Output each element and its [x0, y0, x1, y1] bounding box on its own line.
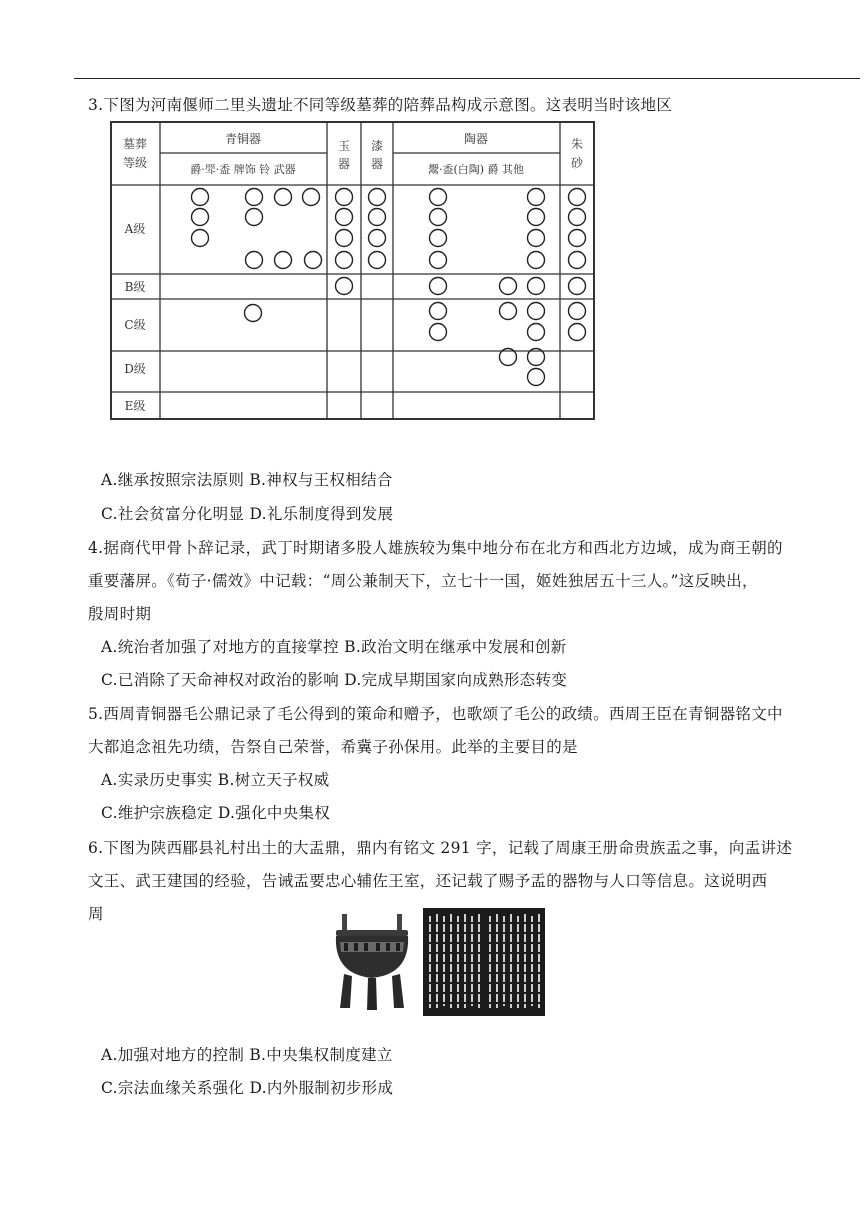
q5-options-2: C.维护宗族稳定 D.强化中央集权 — [101, 804, 331, 822]
q4-stem-1: 4.据商代甲骨卜辞记录，武丁时期诸多股人雄族较为集中地分布在北方和西北方边域，成为商王朝的 — [88, 539, 783, 557]
q6-stem-2: 文王、武王建国的经验，告诫盂要忠心辅佐王室，还记载了赐予盂的器物与人口等信息。这说明西 — [88, 872, 768, 890]
header-rule — [74, 78, 860, 79]
head-lacquer-2: 器 — [370, 157, 384, 171]
burial-item-markers — [192, 189, 586, 386]
burial-goods-table — [110, 121, 595, 420]
q4-stem-2: 重要藩屏。《荀子·儒效》中记载：“周公兼制天下，立七十一国，姬姓独居五十三人。”这反映出， — [88, 572, 758, 590]
burial-goods-table-svg — [110, 121, 595, 420]
head-pottery: 陶器 — [463, 132, 489, 146]
row-label-a: A级 — [124, 222, 146, 236]
head-pottery-sub: 鬶·盉(白陶) 爵 其他 — [427, 163, 525, 176]
head-jade-2: 器 — [337, 157, 351, 171]
q5-options-1: A.实录历史事实 B.树立天子权威 — [101, 771, 330, 789]
q5-stem-1: 5.西周青铜器毛公鼎记录了毛公得到的策命和赠予，也歌颂了毛公的政绩。西周王臣在青铜器铭文中 — [88, 705, 783, 723]
q4-options-1: A.统治者加强了对地方的直接掌控 B.政治文明在继承中发展和创新 — [101, 638, 567, 656]
q3-stem: 3.下图为河南偃师二里头遗址不同等级墓葬的陪葬品构成示意图。这表明当时该地区 — [88, 96, 673, 114]
head-cinnabar-1: 朱 — [570, 137, 584, 151]
head-bronze-sub: 爵·斝·盉 牌饰 铃 武器 — [190, 163, 296, 176]
q6-options-1: A.加强对地方的控制 B.中央集权制度建立 — [101, 1046, 393, 1064]
q6-stem-1: 6.下图为陕西郿县礼村出土的大盂鼎，鼎内有铭文 291 字，记载了周康王册命贵族盂之事，向盂讲述 — [88, 839, 793, 857]
q4-options-2: C.已消除了天命神权对政治的影响 D.完成早期国家向成熟形态转变 — [101, 671, 568, 689]
head-cinnabar-2: 砂 — [570, 156, 584, 170]
bronze-ding-icon — [330, 912, 414, 1012]
row-label-e: E级 — [124, 399, 146, 413]
q6-options-2: C.宗法血缘关系强化 D.内外服制初步形成 — [101, 1079, 394, 1097]
head-grade-1: 墓葬 — [122, 137, 148, 151]
row-label-c: C级 — [124, 318, 146, 332]
head-jade-1: 玉 — [337, 139, 351, 153]
q5-stem-2: 大都追念祖先功绩，告祭自己荣誉，希冀子孙保用。此举的主要目的是 — [88, 738, 578, 756]
q3-options-1: A.继承按照宗法原则 B.神权与王权相结合 — [101, 471, 393, 489]
q3-options-2: C.社会贫富分化明显 D.礼乐制度得到发展 — [101, 505, 394, 523]
row-label-d: D级 — [124, 362, 146, 376]
row-label-b: B级 — [124, 280, 146, 294]
q6-stem-3: 周 — [88, 905, 104, 923]
head-bronze: 青铜器 — [224, 132, 262, 146]
inscription-rubbing-icon — [423, 908, 545, 1016]
head-grade-2: 等级 — [122, 156, 148, 170]
head-lacquer-1: 漆 — [370, 139, 384, 153]
q4-stem-3: 殷周时期 — [88, 605, 152, 623]
